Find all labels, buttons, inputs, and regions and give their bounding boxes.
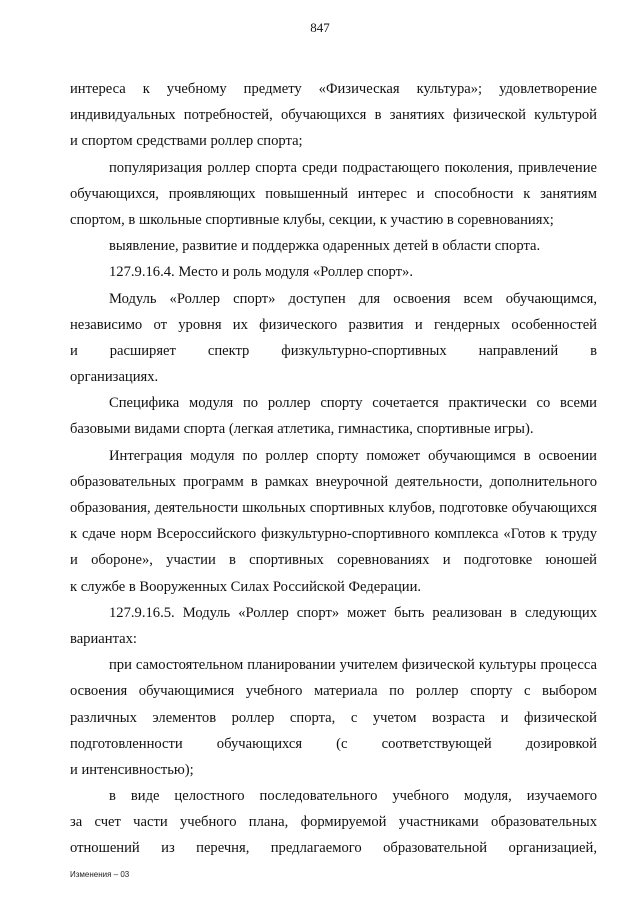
text-line: и спортом средствами роллер спорта; [70,133,303,150]
text-line: за счет части учебного плана, формируемой участниками образовательных [70,814,597,831]
text-line: индивидуальных потребностей, обучающихся в занятиях физической культурой [70,107,597,124]
text-line: популяризация роллер спорта среди подрастающего поколения, привлечение [109,159,597,176]
text-line: в виде целостного последовательного учебного модуля, изучаемого [109,788,597,805]
text-line: к службе в Вооруженных Силах Российской Федерации. [70,578,422,595]
text-line: к сдаче норм Всероссийского физкультурно-спортивного комплекса «Готов к труду [70,526,597,543]
text-line: обучающихся, проявляющих повышенный интерес и способности к занятиям [70,185,597,202]
text-line: спортом, в школьные спортивные клубы, секции, к участию в соревнованиях; [70,211,554,228]
text-line: и расширяет спектр физкультурно-спортивных направлений в [70,342,597,359]
text-line: организациях. [70,369,159,386]
page-number: 847 [310,20,330,35]
footer-revision-note: Изменения – 03 [70,870,130,879]
text-line: освоения обучающимися учебного материала по роллер спорту с выбором [70,683,597,700]
document-body [70,76,597,862]
text-line: вариантах: [70,630,137,647]
text-line: образования, деятельности школьных спортивных клубов, подготовке обучающихся [70,500,597,516]
text-line: независимо от уровня их физического развития и гендерных особенностей [70,316,597,333]
text-line: Специфика модуля по роллер спорту сочетается практически со всеми [109,395,597,412]
text-line: интереса к учебному предмету «Физическая культура»; удовлетворение [70,81,597,97]
text-line: и интенсивностью); [70,761,194,778]
text-line: образовательных программ в рамках внеурочной деятельности, дополнительного [70,473,597,490]
text-line: подготовленности обучающихся (с соответствующей дозировкой [70,735,597,752]
text-line: различных элементов роллер спорта, с учетом возраста и физической [70,709,597,726]
text-line: при самостоятельном планировании учителем физической культуры процесса [109,657,597,674]
text-line: 127.9.16.5. Модуль «Роллер спорт» может быть реализован в следующих [109,604,597,621]
text-line: Модуль «Роллер спорт» доступен для освоения всем обучающимся, [109,290,597,307]
text-line: отношений из перечня, предлагаемого образовательной организацией, [70,840,597,857]
text-line: 127.9.16.4. Место и роль модуля «Роллер спорт». [109,264,413,281]
text-line: базовыми видами спорта (легкая атлетика, гимнастика, спортивные игры). [70,421,534,438]
text-line: Интеграция модуля по роллер спорту поможет обучающимся в освоении [109,447,597,464]
text-line: выявление, развитие и поддержка одаренных детей в области спорта. [109,238,541,255]
text-line: и обороне», участии в спортивных соревнованиях и подготовке юношей [70,552,597,569]
